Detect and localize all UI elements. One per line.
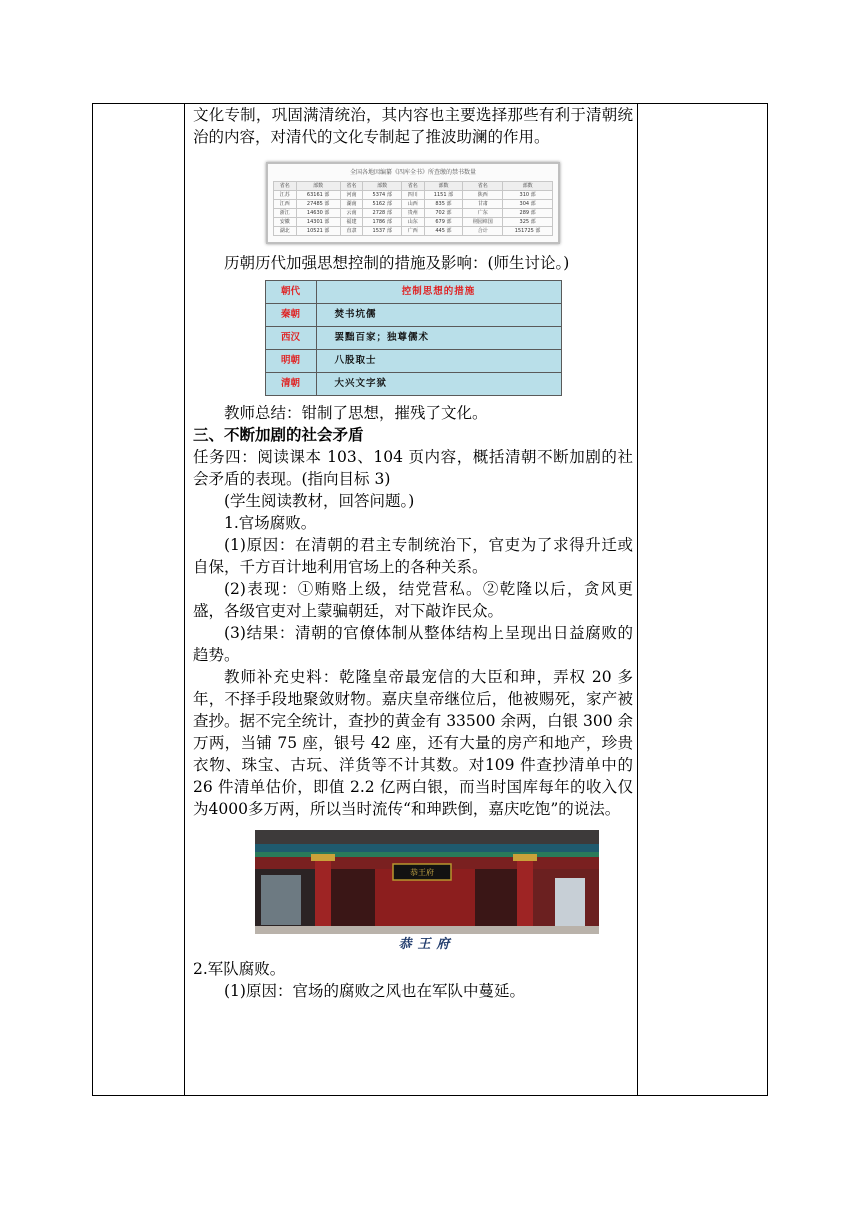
paragraph-discussion: 历朝历代加强思想控制的措施及影响：(师生讨论。) [224,254,570,272]
result-paragraph: (3)结果：清朝的官僚体制从整体结构上呈现出日益腐败的趋势。 [193,624,633,664]
student-reading-note: (学生阅读教材，回答问题。) [224,492,415,510]
item-army-corruption: 2.军队腐败。 [193,960,286,978]
teacher-summary: 教师总结：钳制了思想，摧残了文化。 [224,404,488,422]
table-cell: 陕西 [463,191,503,200]
table-cell: 浙江 [274,209,297,218]
table-cell: 山西 [402,200,425,209]
table-cell: 702 部 [424,209,463,218]
table-cell: 福建 [340,218,363,227]
table-cell: 1151 部 [424,191,463,200]
table-cell: 四川 [402,191,425,200]
table-cell: 河南 [340,191,363,200]
table-cell: 直隶 [340,227,363,236]
table-cell: 679 部 [424,218,463,227]
table-row [274,191,553,200]
table-cell: 湖南 [340,200,363,209]
measure-cell: 焚书坑儒 [316,304,561,327]
table-cell: 广东 [463,209,503,218]
table-cell: 325 部 [503,218,553,227]
header-cell: 省名 [402,182,425,191]
prince-gong-mansion-photo [255,830,599,934]
header-cell: 朝代 [265,281,316,304]
table-cell: 1537 部 [363,227,402,236]
dynasty-cell: 明朝 [265,350,316,373]
cause-paragraph: (1)原因：在清朝的君主专制统治下，官吏为了求得升迁或自保，千方百计地利用官场上的各种关系。 [193,536,633,576]
table-cell: 江西 [274,200,297,209]
table-cell: 310 部 [503,191,553,200]
performance-paragraph: (2)表现：①贿赂上级，结党营私。②乾隆以后，贪风更盛，各级官吏对上蒙骗朝廷，对下敲诈民众。 [193,580,633,620]
header-cell: 部数 [424,182,463,191]
army-cause-paragraph: (1)原因：官场的腐败之风也在军队中蔓延。 [224,982,525,1000]
table-cell: 甘肃 [463,200,503,209]
table-cell: 湖北 [274,227,297,236]
dynasty-measures-table [265,280,562,396]
section-heading: 三、不断加剧的社会矛盾 [193,426,364,444]
table-cell: 14630 部 [296,209,340,218]
table-row [274,218,553,227]
table-row [274,200,553,209]
header-cell: 省名 [463,182,503,191]
banned-books-table-image [266,162,560,244]
table-header-row [274,182,553,191]
table-cell: 云南 [340,209,363,218]
header-cell: 部数 [296,182,340,191]
table-cell: 835 部 [424,200,463,209]
task-four: 任务四：阅读课本 103、104 页内容，概括清朝不断加剧的社会矛盾的表现。(指向目标 3) [193,448,633,488]
item-official-corruption: 1.官场腐败。 [224,514,317,532]
table-cell: 江苏 [274,191,297,200]
table-cell: 304 部 [503,200,553,209]
measure-cell: 罢黜百家；独尊儒术 [316,327,561,350]
table-row [274,227,553,236]
table-cell: 合计 [463,227,503,236]
table-row [265,304,561,327]
banned-books-table [273,181,553,236]
header-cell: 部数 [363,182,402,191]
table-cell: 2728 部 [363,209,402,218]
lesson-content [193,104,633,1002]
header-cell: 省名 [340,182,363,191]
paragraph-cultural-autocracy: 文化专制，巩固满清统治，其内容也主要选择那些有利于清朝统治的内容，对清代的文化专制起了推波助澜的作用。 [193,106,633,146]
table-cell: 安徽 [274,218,297,227]
table-cell: 14301 部 [296,218,340,227]
table-cell: 151725 部 [503,227,553,236]
table-row [265,327,561,350]
table-cell: 289 部 [503,209,553,218]
dynasty-cell: 西汉 [265,327,316,350]
header-cell: 控制思想的措施 [316,281,561,304]
measure-cell: 大兴文字狱 [316,373,561,396]
header-cell: 省名 [274,182,297,191]
table-row [274,209,553,218]
table-cell: 广西 [402,227,425,236]
dynasty-cell: 清朝 [265,373,316,396]
table-cell: 贵州 [402,209,425,218]
measure-cell: 八股取士 [316,350,561,373]
supplementary-material: 教师补充史料：乾隆皇帝最宠信的大臣和珅，弄权 20 多年，不择手段地聚敛财物。嘉庆皇帝继位后，他被赐死，家产被查抄。据不完全统计，查抄的黄金有 33500 余两，白银 300 余万两，当铺 75 座，银号 42 座，还有大量的房产和地产，珍贵衣物、珠宝、古玩、洋货等不计其数。对109 件查抄清单中的 26 件清单估价，即值 2.2 亿两白银，而当时国库每年的收入仅为4000多万两，所以当时流传“和珅跌倒，嘉庆吃饱”的说法。 [193,668,633,818]
column-divider-left [184,103,185,1096]
table-cell: 1786 部 [363,218,402,227]
table-cell: 5162 部 [363,200,402,209]
table-cell: 63161 部 [296,191,340,200]
mansion-gate-illustration [255,830,599,934]
plaque-text: 恭王府 [410,868,434,877]
table-row [265,350,561,373]
table-header-row [265,281,561,304]
column-divider-right [637,103,638,1096]
table-cell: 5374 部 [363,191,402,200]
banned-books-table-title: 全国各地因编纂《四库全书》所查缴的禁书数量 [349,169,476,176]
dynasty-cell: 秦朝 [265,304,316,327]
table-cell: 荆园绰国 [463,218,503,227]
table-row [265,373,561,396]
photo-caption: 恭王府 [398,937,456,952]
header-cell: 部数 [503,182,553,191]
table-cell: 10521 部 [296,227,340,236]
table-cell: 445 部 [424,227,463,236]
table-cell: 山东 [402,218,425,227]
table-cell: 27485 部 [296,200,340,209]
